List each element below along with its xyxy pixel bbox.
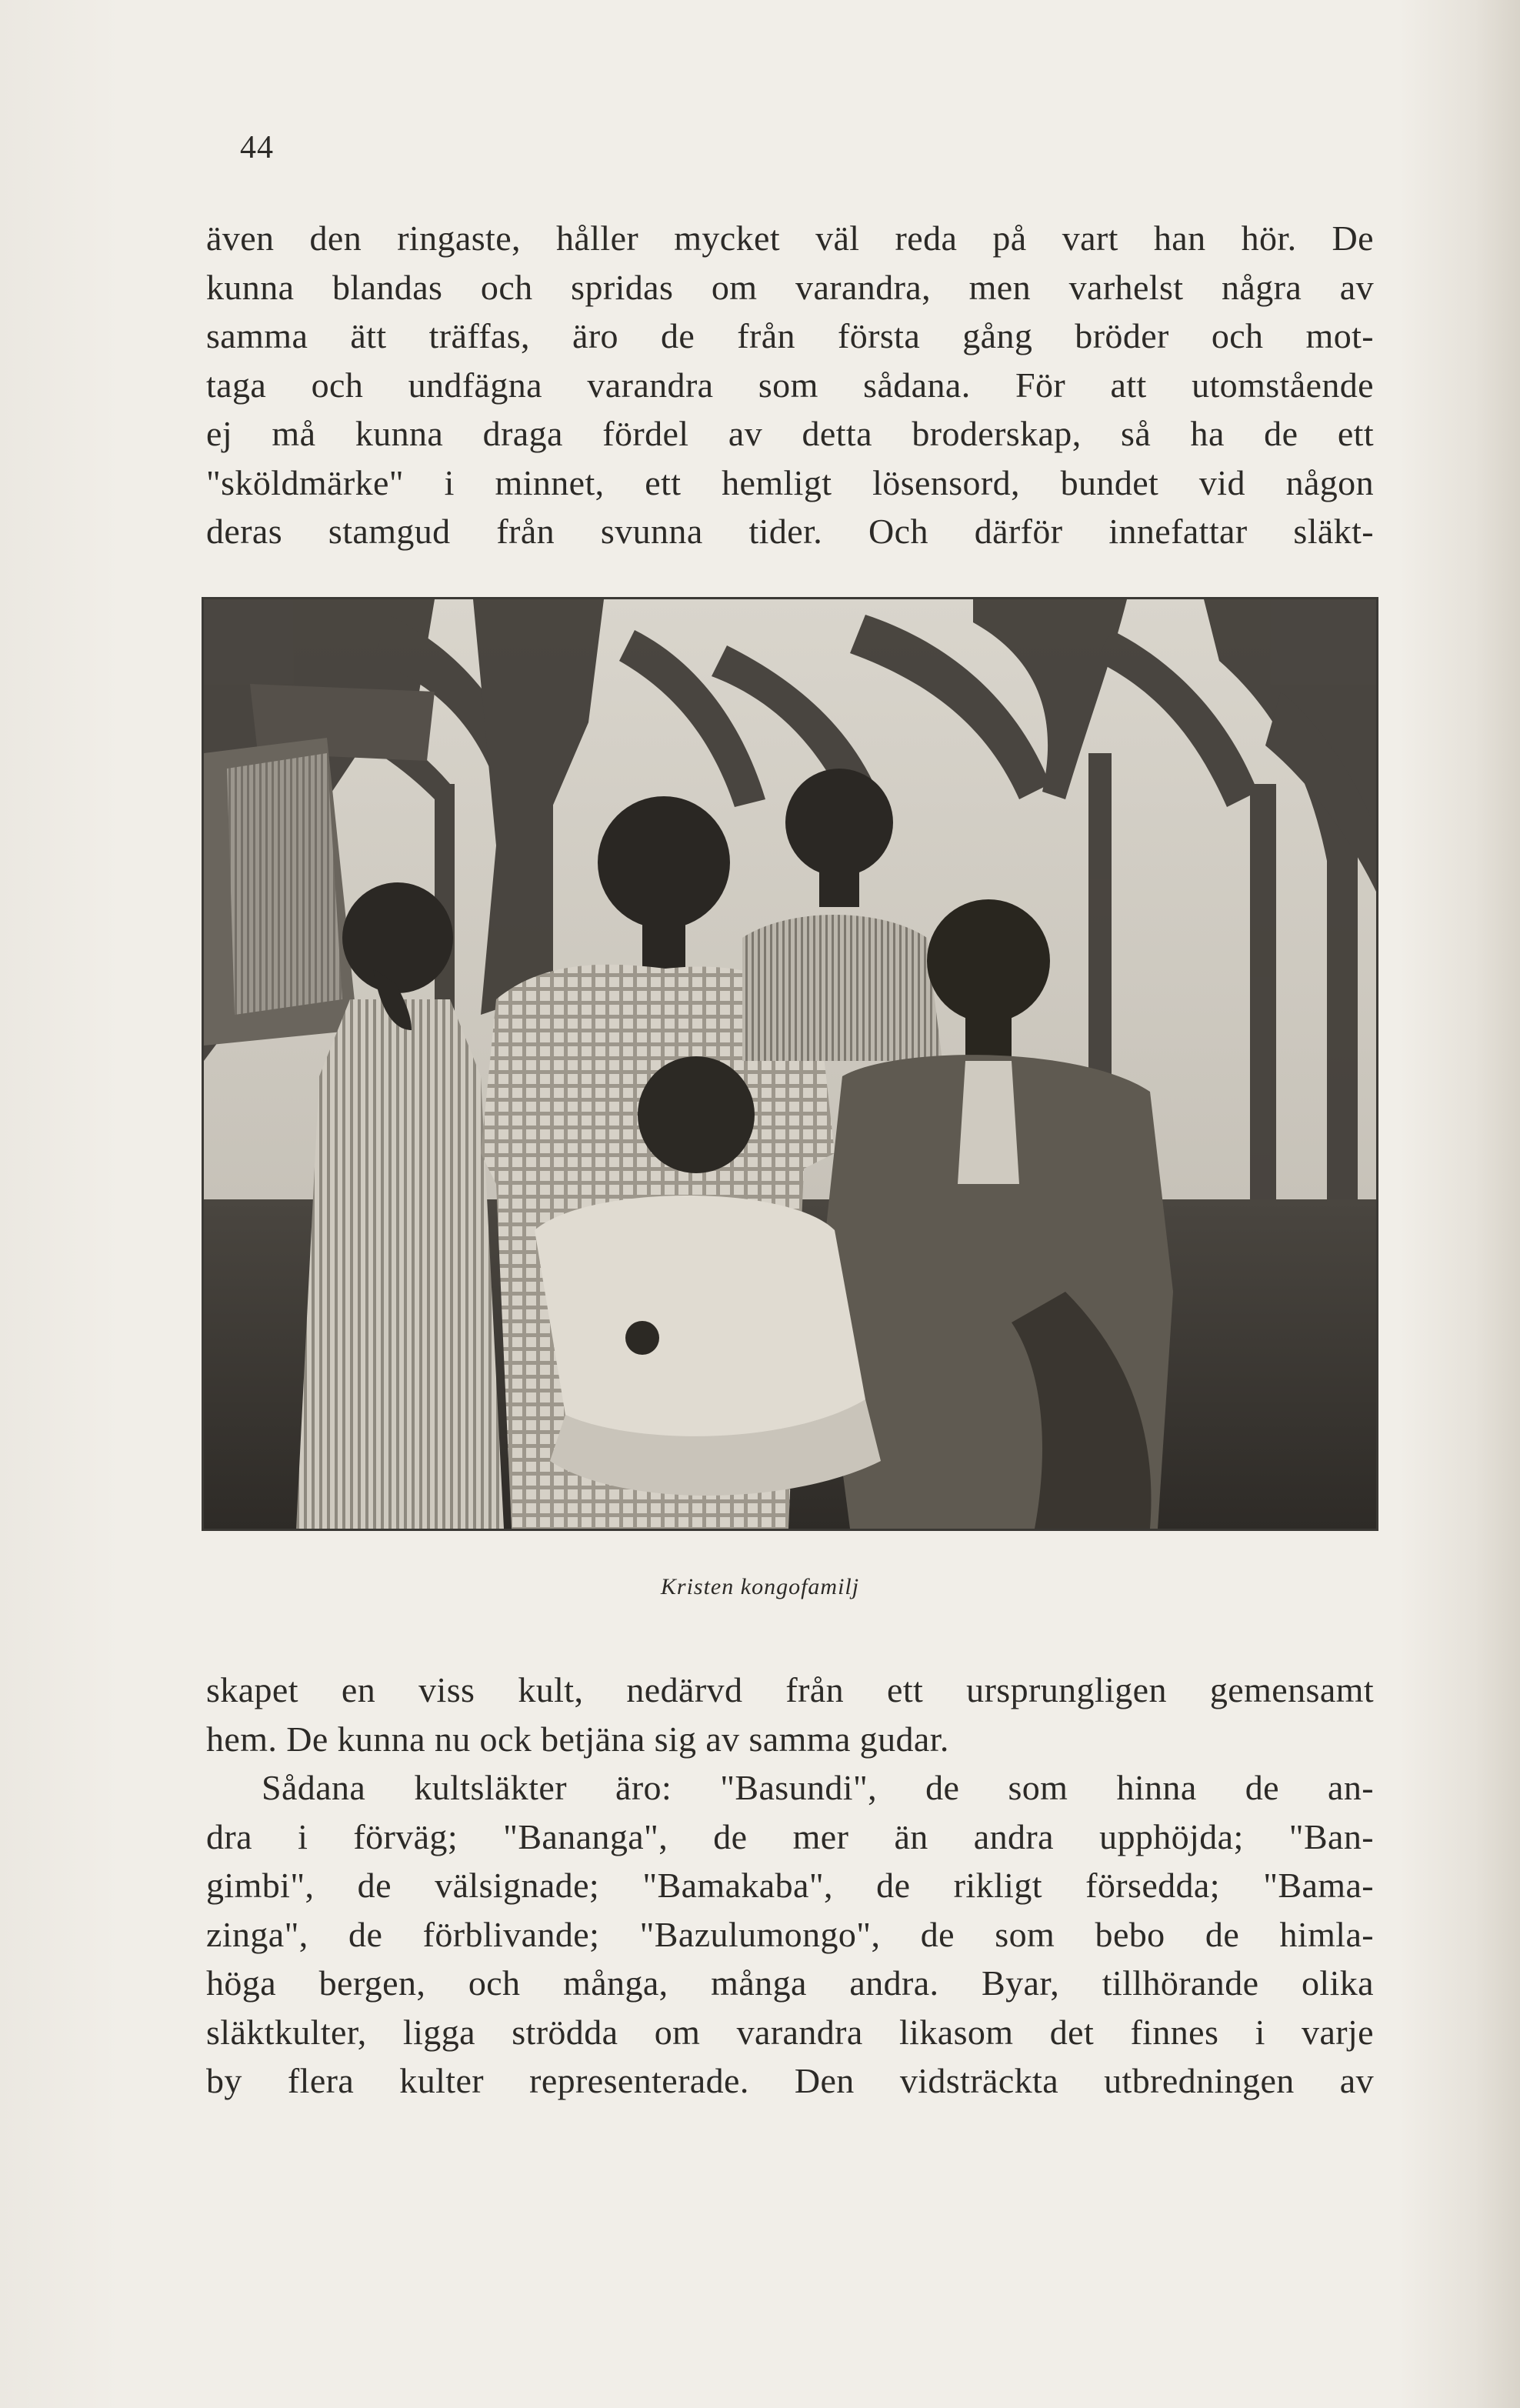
page-number: 44 — [240, 130, 274, 165]
text-line: "sköldmärke" i minnet, ett hemligt lösensord, bundet vid någon — [206, 462, 1374, 502]
text-line: taga och undfägna varandra som sådana. För att utomstående — [206, 365, 1374, 405]
text-line: kunna blandas och spridas om varandra, men varhelst några av — [206, 267, 1374, 307]
text-line: samma ätt träffas, äro de från första gång bröder och mot- — [206, 316, 1374, 355]
bottom-paragraph — [206, 1666, 1374, 2106]
text-line: även den ringaste, håller mycket väl reda på vart han hör. De — [206, 218, 1374, 258]
top-paragraph — [206, 214, 1374, 556]
family-photograph — [202, 597, 1378, 1531]
text-line: höga bergen, och många, många andra. Byar, tillhörande olika — [206, 1963, 1374, 2003]
text-line: by flera kulter representerade. Den vidsträckta utbredningen av — [206, 2061, 1374, 2100]
photo-illustration — [204, 599, 1376, 1529]
text-line: skapet en viss kult, nedärvd från ett ursprungligen gemensamt — [206, 1670, 1374, 1709]
text-line: zinga", de förblivande; "Bazulumongo", de som bebo de himla- — [206, 1914, 1374, 1954]
figure-caption: Kristen kongofamilj — [660, 1574, 860, 1599]
text-line: hem. De kunna nu ock betjäna sig av samma gudar. — [206, 1719, 949, 1759]
text-line: gimbi", de välsignade; "Bamakaba", de rikligt försedda; "Bama- — [206, 1866, 1374, 1905]
text-line: ej må kunna draga fördel av detta broderskap, så ha de ett — [206, 414, 1374, 453]
text-line: släktkulter, ligga strödda om varandra likasom det finnes i varje — [206, 2012, 1374, 2052]
text-line: dra i förväg; "Bananga", de mer än andra upphöjda; "Ban- — [206, 1816, 1374, 1856]
text-line: deras stamgud från svunna tider. Och därför innefattar släkt- — [206, 512, 1374, 551]
text-line: Sådana kultsläkter äro: "Basundi", de som hinna de an- — [262, 1768, 1374, 1807]
